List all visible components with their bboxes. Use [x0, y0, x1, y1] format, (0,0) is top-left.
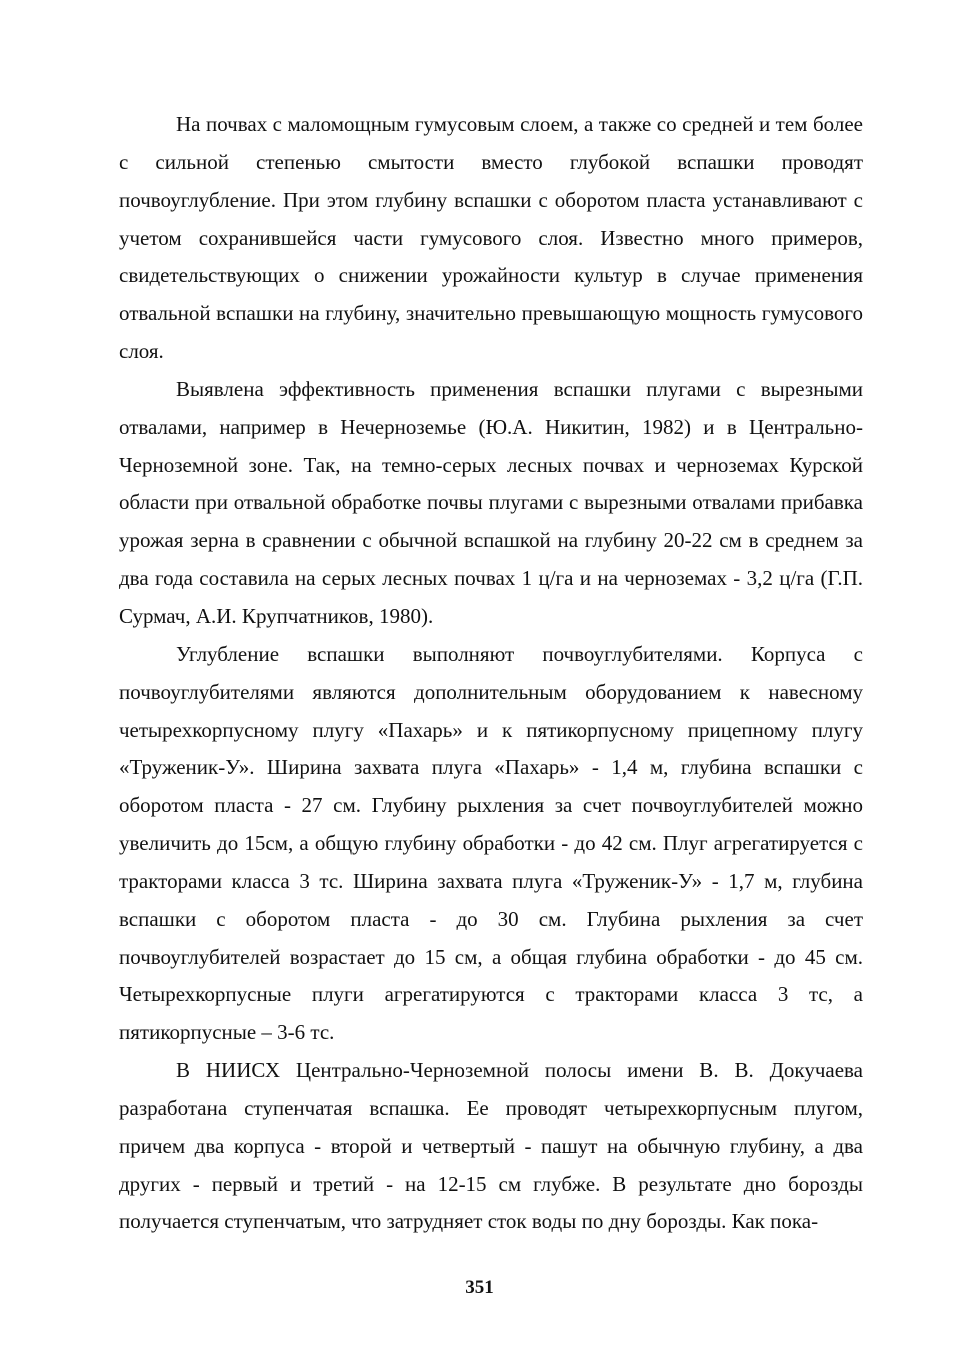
page-number: 351 [465, 1277, 494, 1298]
paragraph-3: Углубление вспашки выполняют почвоуглубителями. Корпуса с почвоуглубителями являются дополнительным оборудованием к навесному четырехкорпусному плугу «Пахарь» и к пятикорпусному прицепному плугу «Труженик-У». Ширина захвата плуга «Пахарь» - 1,4 м, глубина вспашки с оборотом пласта - 27 см. Глубину рыхления за счет почвоуглубителей можно увеличить до 15см, а общую глубину обработки - до 42 см. Плуг агрегатируется с тракторами класса 3 тс. Ширина захвата плуга «Труженик-У» - 1,7 м, глубина вспашки с оборотом пласта - до 30 см. Глубина рыхления за счет почвоуглубителей возрастает до 15 см, а общая глубина обработки - до 45 см. Четырехкорпусные плуги агрегатируются с тракторами класса 3 тс, а пятикорпусные – 3-6 тс. [119, 641, 863, 1045]
body-text [119, 106, 863, 1241]
paragraph-4: В НИИСХ Центрально-Черноземной полосы имени В. В. Докучаева разработана ступенчатая вспашка. Ее проводят четырехкорпусным плугом, причем два корпуса - второй и четвертый - пашут на обычную глубину, а два других - первый и третий - на 12-15 см глубже. В результате дно борозды получается ступенчатым, что затрудняет сток воды по дну борозды. Как пока- [119, 1058, 863, 1234]
paragraph-2: Выявлена эффективность применения вспашки плугами с вырезными отвалами, например в Нечерноземье (Ю.А. Никитин, 1982) и в Центрально-Черноземной зоне. Так, на темно-серых лесных почвах и черноземах Курской области при отвальной обработке почвы плугами с вырезными отвалами прибавка урожая зерна в сравнении с обычной вспашкой на глубину 20-22 см в среднем за два года составила на серых лесных почвах 1 ц/га и на черноземах - 3,2 ц/га (Г.П. Сурмач, А.И. Крупчатников, 1980). [119, 376, 863, 628]
paragraph-1: На почвах с маломощным гумусовым слоем, а также со средней и тем более с сильной степенью смытости вместо глубокой вспашки проводят почвоуглубление. При этом глубину вспашки с оборотом пласта устанавливают с учетом сохранившейся части гумусового слоя. Известно много примеров, свидетельствующих о снижении урожайности культур в случае применения отвальной вспашки на глубину, значительно превышающую мощность гумусового слоя. [119, 112, 863, 364]
